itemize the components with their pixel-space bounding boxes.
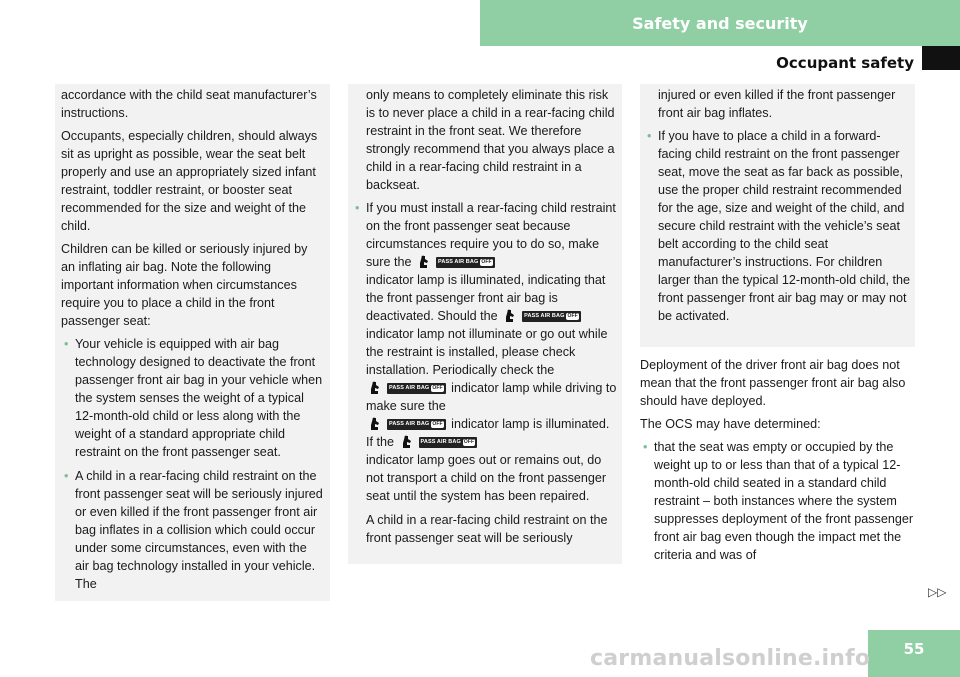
child-seat-icon [368, 381, 382, 395]
paragraph: injured or even killed if the front passenger front air bag inflates. [658, 88, 896, 120]
subsection-title: Occupant safety [776, 54, 914, 72]
text-column-3 [640, 84, 915, 347]
pass-air-bag-off-lamp-icon [400, 435, 478, 449]
page-number: 55 [868, 630, 960, 677]
bullet-item [352, 199, 618, 505]
paragraph: A child in a rear-facing child restraint on the front passenger seat will be seriously [366, 513, 608, 545]
bullet-text: indicator lamp goes out or remains out, do not transport a child on the front passenger seat until the system has been repaired. [366, 453, 607, 503]
paragraph: Children can be killed or seriously injured by an inflating air bag. Note the following important information when circumstances require you to place a child in the front passenger seat: [61, 242, 308, 328]
bullet-text: If you must install a rear-facing child restraint on the front passenger seat because circumstances require you to do so, make sure the [366, 201, 616, 269]
header-marker [922, 46, 960, 70]
paragraph: only means to completely eliminate this risk is to never place a child in a rear-facing child restraint in the front seat. We therefore strongly recommend that you always place a child in a rear-facing child restraint in a backseat. [366, 88, 615, 192]
bullet-text: indicator lamp not illuminate or go out while the restraint is installed, please check installation. Periodically check the [366, 327, 608, 377]
paragraph: Occupants, especially children, should always sit as upright as possible, wear the seat belt properly and use an appropriately sized infant restraint, toddler restraint, or booster seat recommended for the size and weight of the child. [61, 129, 318, 233]
text-column-3-continued [640, 356, 917, 570]
child-seat-icon [417, 255, 431, 269]
bullet-item: • A child in a rear-facing child restraint on the front passenger seat will be seriously injured or even killed if the front passenger front air bag inflates in a collision which could occur under some circumstances, even with the air bag technology installed in your vehicle. The [61, 467, 324, 593]
lamp-label: PASS AIR BAG [524, 313, 565, 319]
text-column-2 [348, 84, 622, 564]
bullet-text: indicator lamp is illuminated, indicating that the front passenger front air bag is deactivated. Should the [366, 273, 606, 323]
bullet-item: • that the seat was empty or occupied by the weight up to or less than that of a typical 12-month-old child seated in a standard child restraint – both instances where the system suppresses deployment of the front passenger front air bag even though the impact met the criteria and was of [640, 438, 917, 564]
section-tab [480, 0, 960, 46]
lamp-label: PASS AIR BAG [389, 421, 430, 427]
pass-air-bag-off-lamp-icon [417, 255, 495, 269]
bullet-text: indicator lamp is illuminated. If the [366, 417, 610, 449]
text-column-1 [55, 84, 330, 601]
pass-air-bag-off-lamp-icon [368, 381, 446, 395]
section-title: Safety and security [632, 13, 808, 33]
lamp-off-label: OFF [463, 438, 475, 445]
bullet-text: indicator lamp while driving to make sure the [366, 381, 617, 413]
lamp-label: PASS AIR BAG [420, 439, 461, 445]
child-seat-icon [368, 417, 382, 431]
paragraph: Deployment of the driver front air bag does not mean that the front passenger front air bag also should have deployed. [640, 358, 906, 408]
pass-air-bag-off-lamp-icon [368, 417, 446, 431]
continue-arrow-icon: ▷▷ [928, 585, 947, 599]
lamp-off-label: OFF [432, 384, 443, 391]
lamp-off-label: OFF [567, 312, 578, 319]
lamp-label: PASS AIR BAG [389, 385, 430, 391]
watermark: carmanualsonline.info [590, 646, 871, 671]
bullet-item: • If you have to place a child in a forward-facing child restraint on the front passenger seat, move the seat as far back as possible, use the proper child restraint recommended for the age, size and weight of the child, and secure child restraint with the vehicle’s seat belt according to the child seat manufacturer’s instructions. For children larger than the typical 12-month-old child, the front passenger front air bag may or may not be activated. [644, 127, 911, 325]
child-seat-icon [503, 309, 517, 323]
paragraph: accordance with the child seat manufacturer’s instructions. [61, 88, 317, 120]
paragraph: The OCS may have determined: [640, 417, 821, 431]
lamp-off-label: OFF [481, 258, 492, 265]
lamp-label: PASS AIR BAG [438, 259, 479, 265]
lamp-off-label: OFF [432, 420, 443, 427]
pass-air-bag-off-lamp-icon [503, 309, 581, 323]
child-seat-icon [400, 435, 414, 449]
bullet-item: • Your vehicle is equipped with air bag technology designed to deactivate the front passenger front air bag in your vehicle when the system senses the weight of a typical 12-month-old child or less along with the weight of a standard appropriate child restraint on the front passenger seat. [61, 335, 324, 461]
